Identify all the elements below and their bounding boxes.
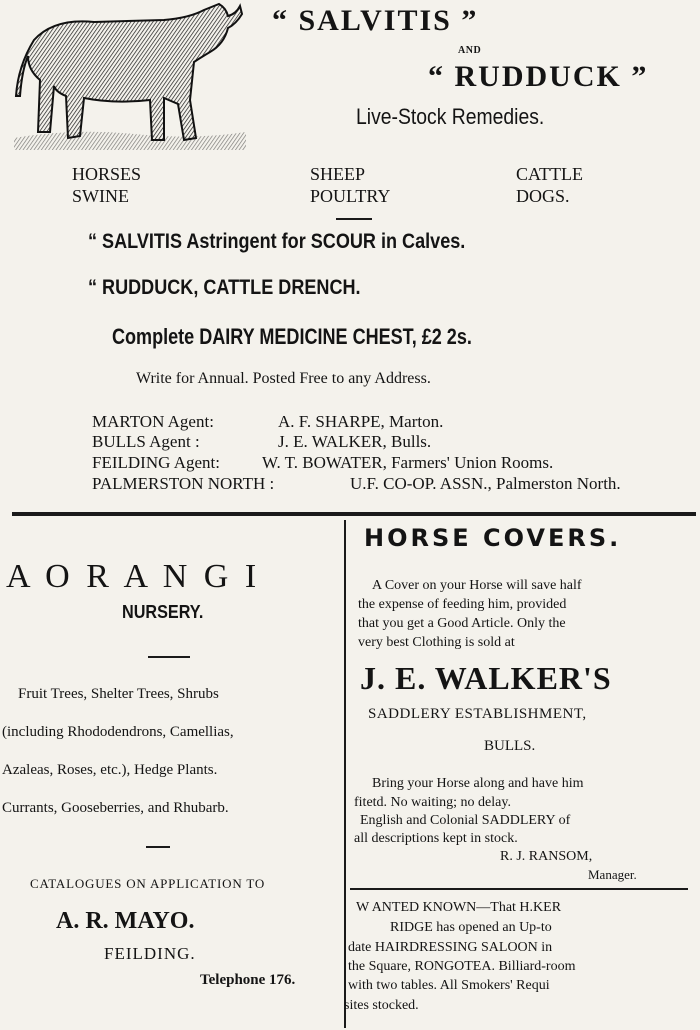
agent-place-marton: MARTON Agent:: [92, 412, 214, 431]
catalogues-line: CATALOGUES ON APPLICATION TO: [30, 876, 266, 891]
short-divider: [336, 218, 372, 220]
agent-name-bulls: J. E. WALKER, Bulls.: [278, 432, 432, 451]
bring-line-3: English and Colonial SADDLERY of: [360, 813, 571, 828]
agent-place-palmerston: PALMERSTON NORTH :: [92, 474, 275, 493]
agent-place-feilding: FEILDING Agent:: [92, 453, 220, 472]
product-salvitis: “ SALVITIS Astringent for SCOUR in Calves.: [88, 230, 466, 253]
catalogue-divider: [146, 846, 170, 848]
column-rule: [344, 520, 346, 1028]
nursery-subtitle: NURSERY.: [122, 602, 204, 622]
wanted-line-1: W ANTED KNOWN—That H.KER: [356, 900, 562, 915]
bring-line-2: fitetd. No waiting; no delay.: [354, 795, 511, 810]
brand-salvitis: “ SALVITIS ”: [272, 4, 479, 37]
agent-name-marton: A. F. SHARPE, Marton.: [278, 412, 444, 431]
aorangi-title: A O R A N G I: [6, 558, 261, 595]
bring-line-4: all descriptions kept in stock.: [354, 831, 518, 846]
livestock-remedies: Live-Stock Remedies.: [356, 104, 545, 129]
horizontal-rule: [12, 512, 696, 516]
bring-line-1: Bring your Horse along and have him: [372, 776, 584, 791]
horse-body-4: very best Clothing is sold at: [358, 635, 515, 650]
horse-body-3: that you get a Good Article. Only the: [358, 616, 566, 631]
animal-sheep: SHEEP: [310, 164, 366, 184]
telephone-number: Telephone 176.: [200, 972, 296, 988]
horse-covers-title: HORSE COVERS.: [364, 524, 622, 552]
wanted-line-4: the Square, RONGOTEA. Billiard-room: [348, 959, 576, 974]
animal-dogs: DOGS.: [516, 186, 570, 206]
write-for-annual: Write for Annual. Posted Free to any Address.: [136, 370, 431, 387]
nursery-line-3: Azaleas, Roses, etc.), Hedge Plants.: [2, 762, 218, 778]
wanted-line-2: RIDGE has opened an Up-to: [390, 920, 552, 935]
nursery-line-2: (including Rhododendrons, Camellias,: [2, 724, 234, 740]
horse-body-2: the expense of feeding him, provided: [358, 597, 567, 612]
nursery-line-4: Currants, Gooseberries, and Rhubarb.: [2, 800, 229, 816]
animal-cattle: CATTLE: [516, 164, 583, 184]
agent-name-palmerston: U.F. CO-OP. ASSN., Palmerston North.: [350, 474, 621, 493]
agent-name-feilding: W. T. BOWATER, Farmers' Union Rooms.: [262, 453, 554, 472]
wanted-line-5: with two tables. All Smokers' Requi: [348, 978, 550, 993]
ransom-signature: R. J. RANSOM,: [500, 849, 593, 864]
animal-poultry: POULTRY: [310, 186, 391, 206]
product-dairy-chest: Complete DAIRY MEDICINE CHEST, £2 2s.: [112, 324, 472, 349]
nursery-divider: [148, 656, 190, 658]
mayo-name: A. R. MAYO.: [56, 908, 195, 934]
manager-role: Manager.: [588, 867, 637, 882]
product-rudduck: “ RUDDUCK, CATTLE DRENCH.: [88, 276, 361, 299]
saddlery-establishment: SADDLERY ESTABLISHMENT,: [368, 706, 587, 722]
animal-horses: HORSES: [72, 164, 142, 184]
brand-rudduck: “ RUDDUCK ”: [428, 60, 649, 93]
wanted-divider: [350, 888, 688, 890]
walker-name: J. E. WALKER'S: [360, 660, 612, 696]
and-word: AND: [458, 45, 482, 56]
animal-swine: SWINE: [72, 186, 129, 206]
bull-illustration: [14, 0, 246, 150]
wanted-line-3: date HAIRDRESSING SALOON in: [348, 940, 553, 955]
horse-body-1: A Cover on your Horse will save half: [372, 578, 582, 593]
bulls-town: BULLS.: [484, 738, 536, 754]
wanted-line-6: sites stocked.: [344, 998, 419, 1013]
nursery-line-1: Fruit Trees, Shelter Trees, Shrubs: [18, 686, 219, 702]
mayo-town: FEILDING.: [104, 944, 196, 963]
agent-place-bulls: BULLS Agent :: [92, 432, 200, 451]
